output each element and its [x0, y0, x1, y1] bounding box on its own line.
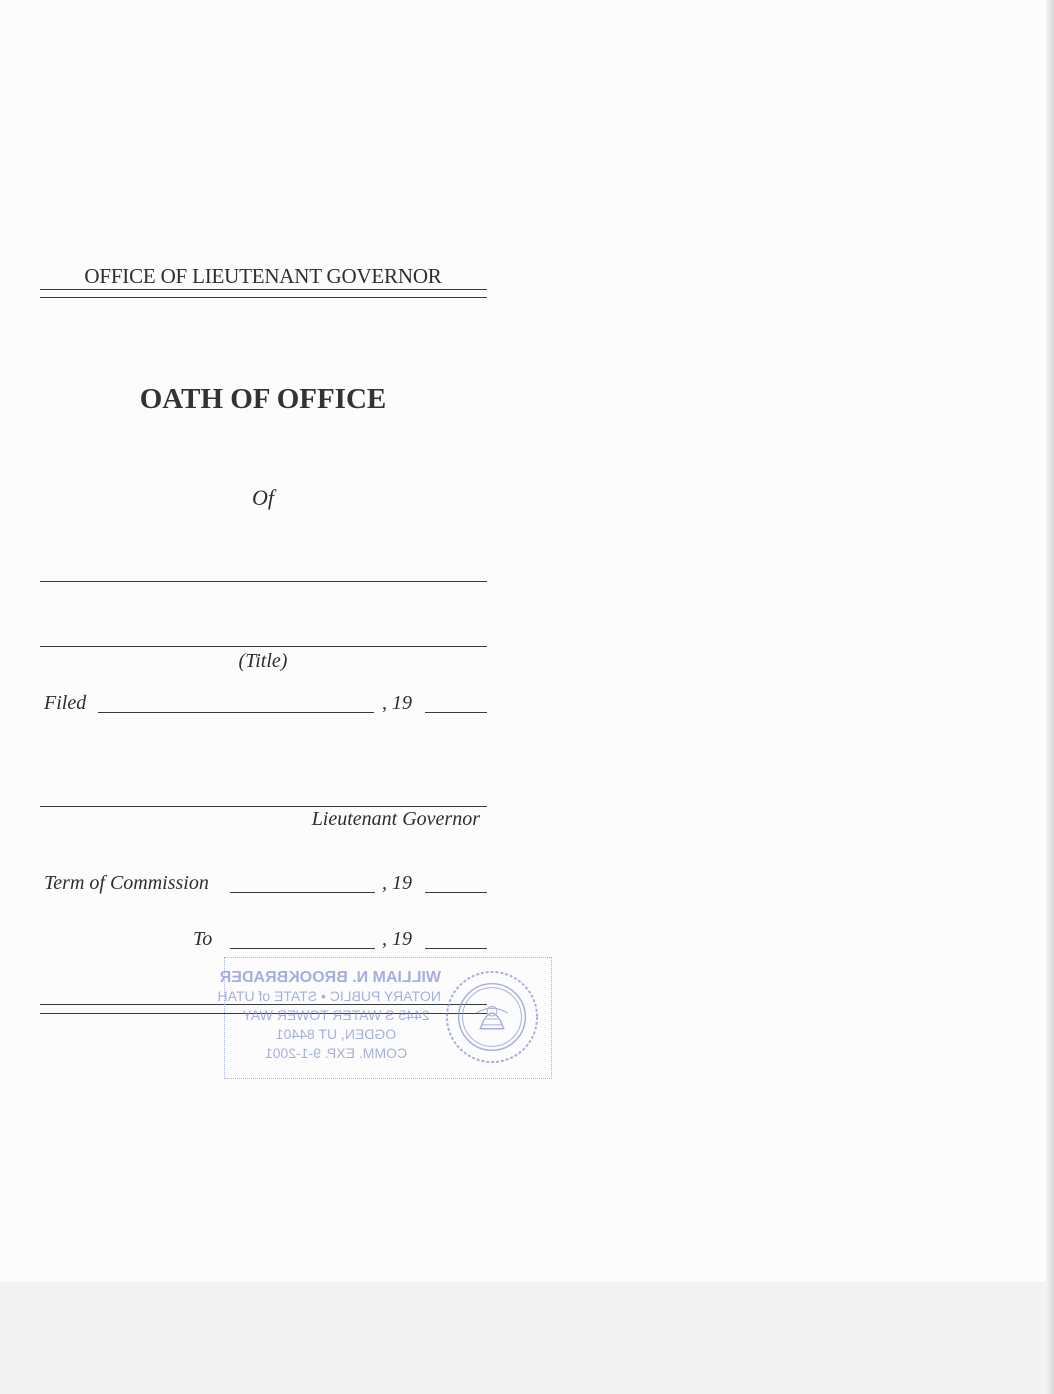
notary-name: WILLIAM N. BROOKBRADER — [219, 969, 441, 986]
state-seal-icon — [443, 968, 541, 1066]
to-year-line — [425, 948, 487, 949]
header-rule-bottom — [40, 297, 487, 298]
name-blank-line — [40, 581, 487, 582]
term-year-prefix: , 19 — [382, 872, 412, 894]
notary-expiration: COMM. EXP. 9-1-2001 — [264, 1045, 408, 1061]
lt-governor-signature-line — [40, 806, 487, 807]
filed-label: Filed — [44, 692, 87, 714]
notary-stamp — [217, 957, 552, 1079]
title-label: (Title) — [238, 650, 288, 672]
term-label: Term of Commission — [44, 872, 209, 894]
to-year-prefix: , 19 — [382, 928, 412, 950]
filed-year-prefix: , 19 — [382, 692, 412, 714]
to-label: To — [193, 928, 213, 950]
to-date-line — [230, 948, 375, 949]
of-label: Of — [252, 485, 274, 510]
header-rule-top — [40, 289, 487, 290]
page-edge-shadow — [1046, 0, 1054, 1394]
term-year-line — [425, 892, 487, 893]
notary-city: OGDEN, UT 84401 — [275, 1026, 397, 1042]
office-heading: OFFICE OF LIEUTENANT GOVERNOR — [84, 264, 442, 288]
lt-governor-label: Lieutenant Governor — [311, 808, 480, 830]
term-start-line — [230, 892, 375, 893]
notary-address: 2445 S WATER TOWER WAY — [242, 1007, 430, 1023]
filed-year-line — [425, 712, 487, 713]
notary-stamp-text — [217, 968, 441, 1063]
title-blank-line — [40, 646, 487, 647]
scanner-background — [0, 1282, 1054, 1394]
notary-commission: NOTARY PUBLIC • STATE of UTAH — [217, 988, 441, 1004]
filed-date-line — [98, 712, 374, 713]
document-title: OATH OF OFFICE — [139, 383, 387, 415]
